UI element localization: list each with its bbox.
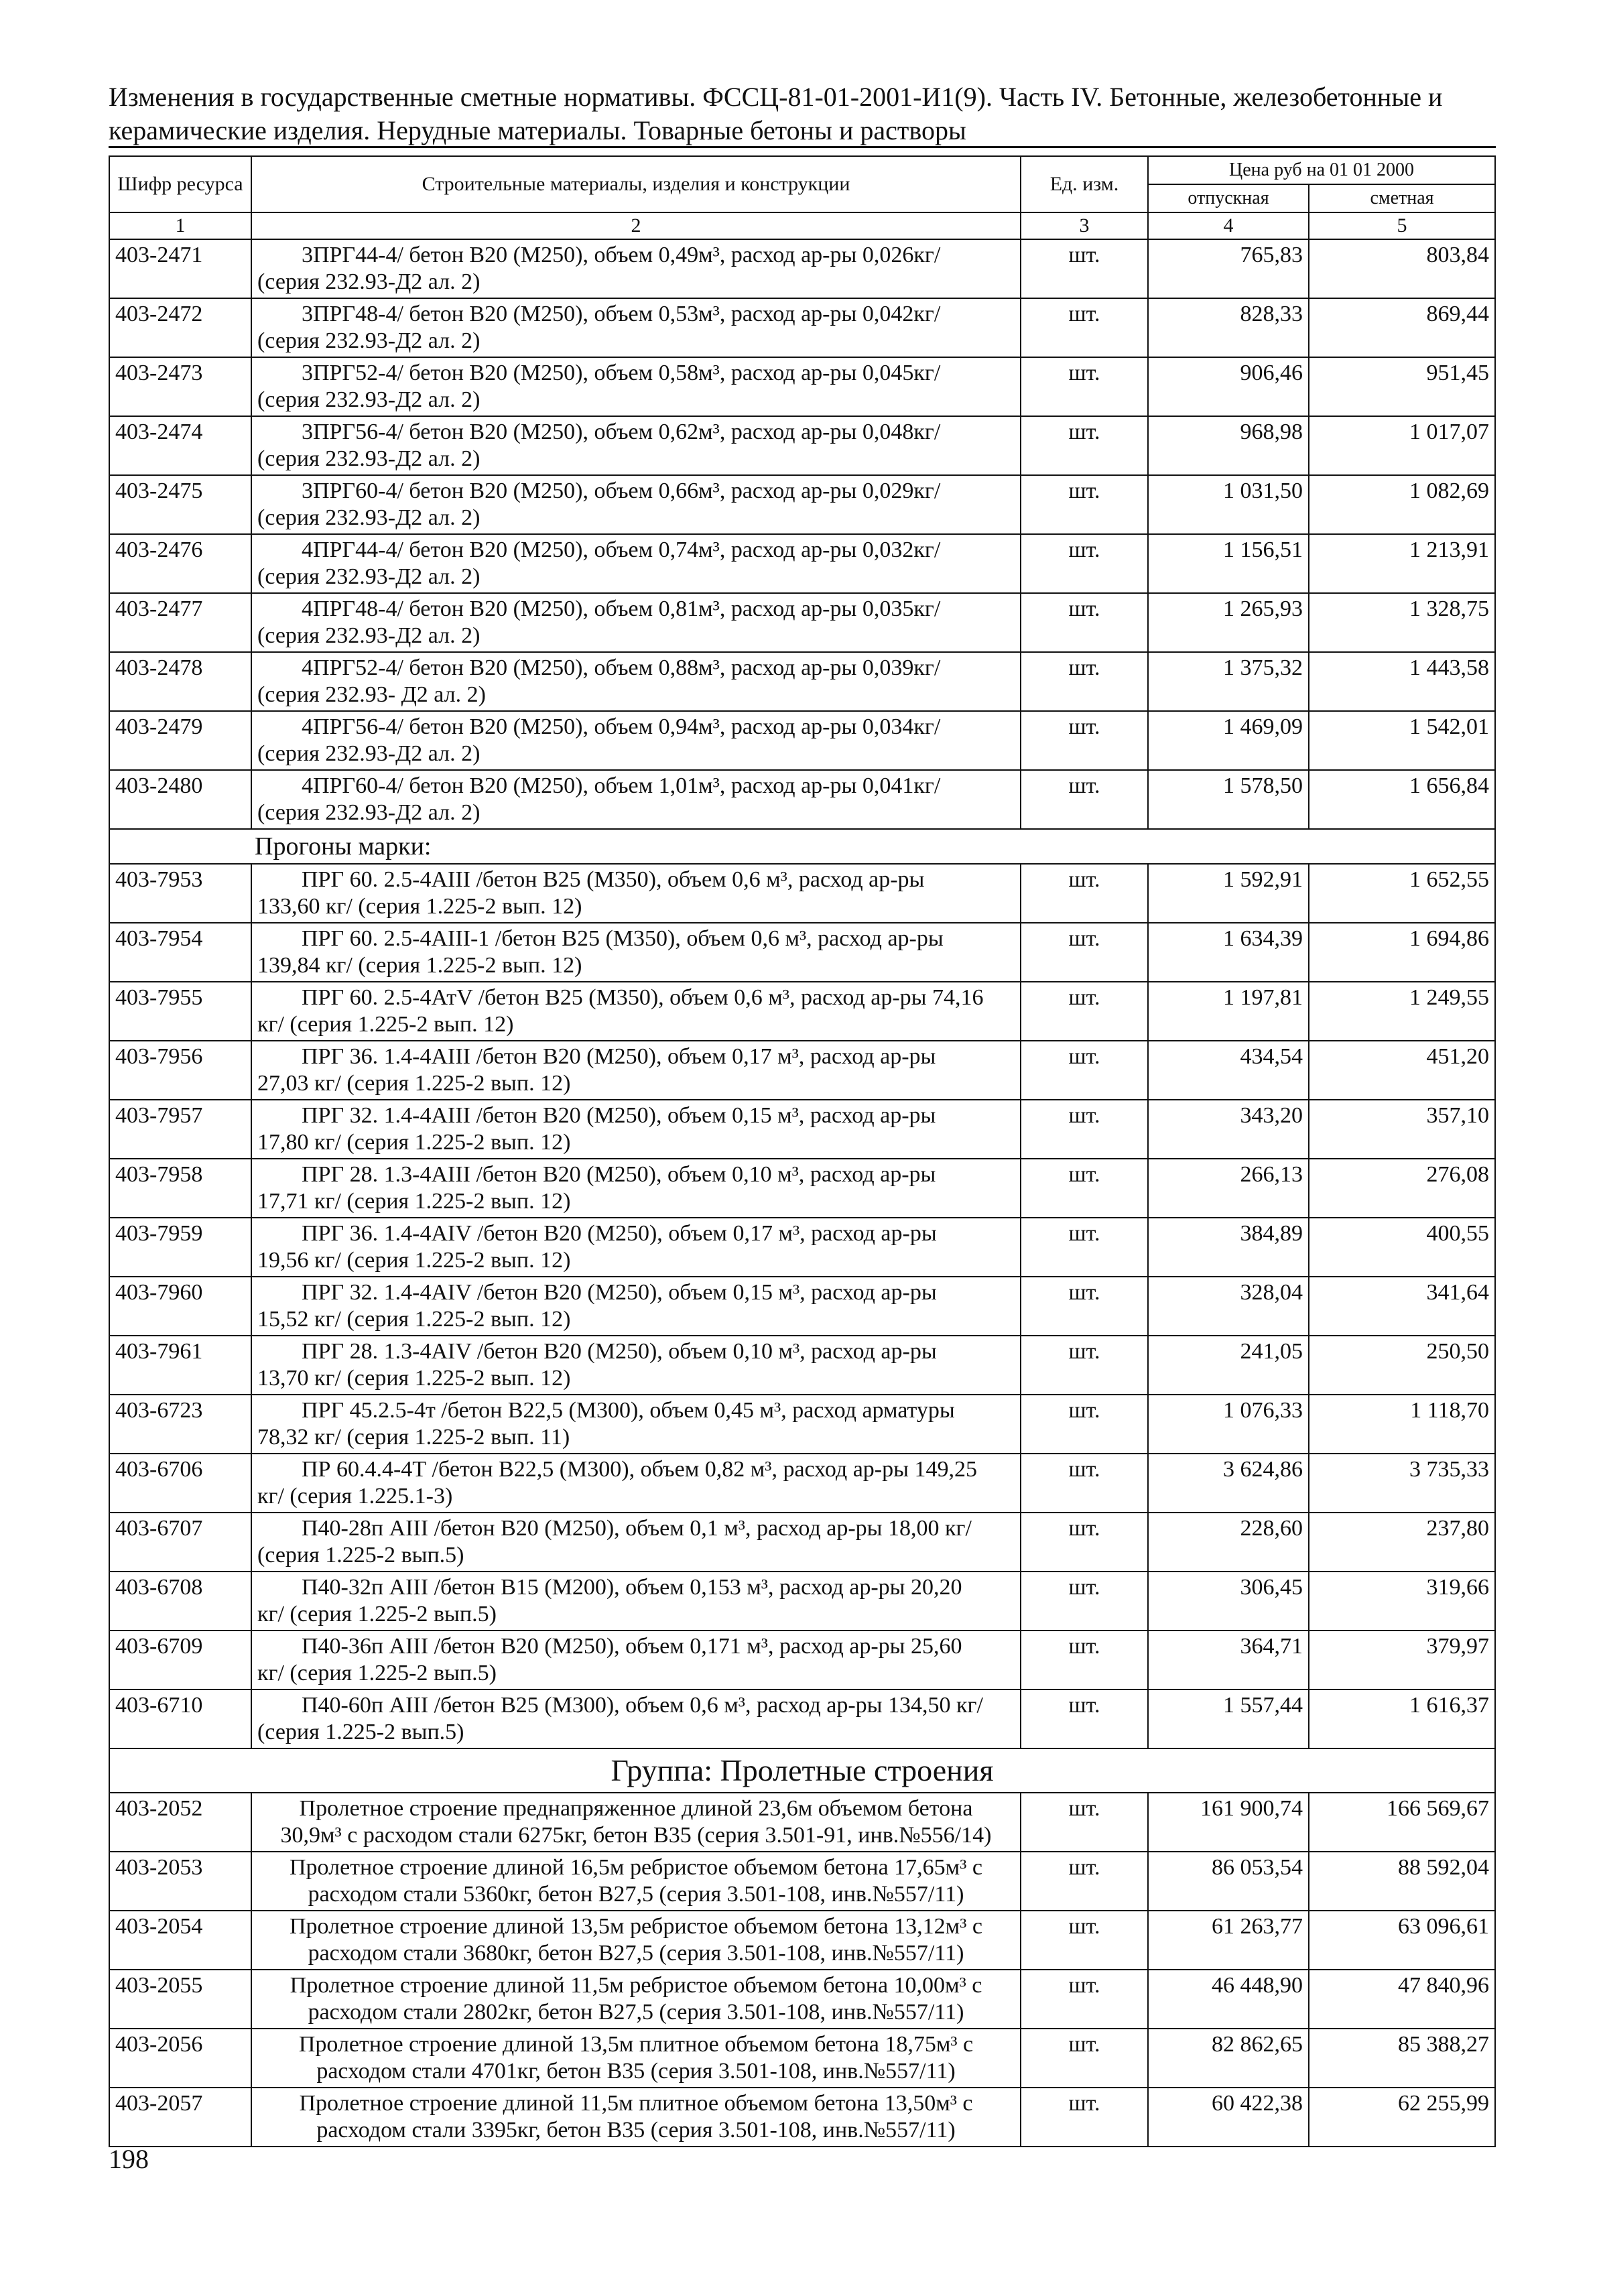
estimate-price: 1 616,37 [1309, 1689, 1495, 1748]
resource-code: 403-7961 [109, 1336, 251, 1395]
resource-code: 403-2475 [109, 475, 251, 534]
release-price: 328,04 [1148, 1277, 1309, 1336]
description-line-2: (серия 1.225-2 вып.5) [257, 1720, 464, 1744]
description-line-2: расходом стали 2802кг, бетон В27,5 (серия 3.501-108, инв.№557/11) [308, 2000, 964, 2025]
description-line-1: ПРГ 32. 1.4-4АIII /бетон В20 (М250), объем 0,15 м³, расход ар-ры [302, 1103, 936, 1128]
resource-code: 403-7956 [109, 1041, 251, 1100]
unit: шт. [1021, 711, 1148, 770]
unit: шт. [1021, 770, 1148, 829]
estimate-price: 1 694,86 [1309, 923, 1495, 982]
description-line-1: ПРГ 60. 2.5-4АIII-1 /бетон В25 (М350), объем 0,6 м³, расход ар-ры [302, 926, 944, 951]
description-line-2: (серия 232.93-Д2 ал. 2) [257, 741, 481, 766]
unit: шт. [1021, 864, 1148, 923]
resource-code: 403-6709 [109, 1631, 251, 1689]
table-row [109, 711, 1495, 770]
release-price: 3 624,86 [1148, 1454, 1309, 1513]
unit: шт. [1021, 1911, 1148, 1970]
group-title: Группа: Пролетные строения [109, 1748, 1495, 1793]
resource-code: 403-2480 [109, 770, 251, 829]
resource-code: 403-6707 [109, 1513, 251, 1572]
resource-code: 403-7957 [109, 1100, 251, 1159]
item-description [251, 1041, 1021, 1100]
estimate-price: 869,44 [1309, 298, 1495, 357]
release-price: 1 634,39 [1148, 923, 1309, 982]
estimate-price: 379,97 [1309, 1631, 1495, 1689]
description-line-1: ПРГ 28. 1.3-4АIV /бетон В20 (М250), объем 0,10 м³, расход ар-ры [302, 1339, 937, 1364]
item-description [251, 2029, 1021, 2088]
table-row [109, 1513, 1495, 1572]
item-description [251, 534, 1021, 593]
release-price: 1 156,51 [1148, 534, 1309, 593]
release-price: 1 469,09 [1148, 711, 1309, 770]
table-row [109, 2088, 1495, 2147]
header-name: Строительные материалы, изделия и конструкции [251, 156, 1021, 212]
table-row [109, 923, 1495, 982]
item-description [251, 357, 1021, 416]
description-line-2: 15,52 кг/ (серия 1.225-2 вып. 12) [257, 1307, 571, 1332]
resource-code: 403-6706 [109, 1454, 251, 1513]
estimate-price: 276,08 [1309, 1159, 1495, 1218]
item-description [251, 593, 1021, 652]
estimate-price: 357,10 [1309, 1100, 1495, 1159]
unit: шт. [1021, 475, 1148, 534]
description-line-1: 3ПРГ60-4/ бетон В20 (М250), объем 0,66м³, расход ар-ры 0,029кг/ [302, 479, 941, 503]
item-description [251, 652, 1021, 711]
unit: шт. [1021, 534, 1148, 593]
estimate-price: 400,55 [1309, 1218, 1495, 1277]
release-price: 1 197,81 [1148, 982, 1309, 1041]
resource-code: 403-2473 [109, 357, 251, 416]
resource-code: 403-2471 [109, 239, 251, 298]
table-row [109, 1277, 1495, 1336]
description-line-2: расходом стали 3395кг, бетон В35 (серия 3.501-108, инв.№557/11) [316, 2118, 956, 2143]
header-unit: Ед. изм. [1021, 156, 1148, 212]
header-code: Шифр ресурса [109, 156, 251, 212]
description-line-1: 4ПРГ48-4/ бетон В20 (М250), объем 0,81м³, расход ар-ры 0,035кг/ [302, 596, 941, 621]
description-line-2: расходом стали 4701кг, бетон В35 (серия 3.501-108, инв.№557/11) [316, 2059, 956, 2084]
estimate-price: 63 096,61 [1309, 1911, 1495, 1970]
description-line-1: Пролетное строение длиной 11,5м плитное объемом бетона 13,50м³ с [299, 2091, 973, 2116]
description-line-1: Пролетное строение длиной 13,5м плитное объемом бетона 18,75м³ с [298, 2032, 974, 2057]
resource-code: 403-2053 [109, 1852, 251, 1911]
table-row [109, 1041, 1495, 1100]
description-line-2: расходом стали 5360кг, бетон В27,5 (серия 3.501-108, инв.№557/11) [308, 1882, 964, 1907]
table-row [109, 475, 1495, 534]
description-line-2: расходом стали 3680кг, бетон В27,5 (серия 3.501-108, инв.№557/11) [308, 1941, 964, 1966]
description-line-2: 78,32 кг/ (серия 1.225-2 вып. 11) [257, 1425, 570, 1450]
table-row [109, 1395, 1495, 1454]
resource-code: 403-6710 [109, 1689, 251, 1748]
unit: шт. [1021, 1631, 1148, 1689]
item-description [251, 1631, 1021, 1689]
item-description [251, 1689, 1021, 1748]
estimate-price: 250,50 [1309, 1336, 1495, 1395]
description-line-1: 4ПРГ52-4/ бетон В20 (М250), объем 0,88м³, расход ар-ры 0,039кг/ [302, 655, 941, 680]
description-line-1: 4ПРГ44-4/ бетон В20 (М250), объем 0,74м³, расход ар-ры 0,032кг/ [302, 537, 941, 562]
item-description [251, 1572, 1021, 1631]
description-line-1: 3ПРГ48-4/ бетон В20 (М250), объем 0,53м³, расход ар-ры 0,042кг/ [302, 302, 941, 326]
resource-code: 403-6723 [109, 1395, 251, 1454]
unit: шт. [1021, 1970, 1148, 2029]
description-line-2: 17,71 кг/ (серия 1.225-2 вып. 12) [257, 1189, 571, 1214]
table-row [109, 1336, 1495, 1395]
table-row [109, 1631, 1495, 1689]
description-line-2: (серия 232.93-Д2 ал. 2) [257, 564, 481, 589]
item-description [251, 711, 1021, 770]
unit: шт. [1021, 1159, 1148, 1218]
description-line-1: П40-36п АIII /бетон В20 (М250), объем 0,171 м³, расход ар-ры 25,60 [302, 1634, 962, 1659]
column-index: 4 [1148, 212, 1309, 239]
resource-code: 403-2052 [109, 1793, 251, 1852]
description-line-1: ПРГ 45.2.5-4т /бетон В22,5 (М300), объем 0,45 м³, расход арматуры [302, 1398, 955, 1423]
resource-code: 403-2477 [109, 593, 251, 652]
release-price: 1 578,50 [1148, 770, 1309, 829]
unit: шт. [1021, 923, 1148, 982]
unit: шт. [1021, 357, 1148, 416]
description-line-2: (серия 232.93- Д2 ал. 2) [257, 682, 486, 707]
item-description [251, 864, 1021, 923]
release-price: 46 448,90 [1148, 1970, 1309, 2029]
description-line-2: 30,9м³ с расходом стали 6275кг, бетон В35 (серия 3.501-91, инв.№556/14) [280, 1823, 992, 1848]
table-row [109, 770, 1495, 829]
item-description [251, 1159, 1021, 1218]
release-price: 364,71 [1148, 1631, 1309, 1689]
estimate-price: 1 652,55 [1309, 864, 1495, 923]
description-line-2: кг/ (серия 1.225-2 вып.5) [257, 1602, 497, 1627]
item-description [251, 1793, 1021, 1852]
table-row [109, 1852, 1495, 1911]
description-line-2: 19,56 кг/ (серия 1.225-2 вып. 12) [257, 1248, 571, 1273]
description-line-2: 17,80 кг/ (серия 1.225-2 вып. 12) [257, 1130, 571, 1155]
rows-girders-a [109, 239, 1495, 829]
table-row [109, 652, 1495, 711]
table-row [109, 864, 1495, 923]
description-line-1: Пролетное строение длиной 11,5м ребристое объемом бетона 10,00м³ с [290, 1973, 982, 1998]
estimate-price: 319,66 [1309, 1572, 1495, 1631]
unit: шт. [1021, 1513, 1148, 1572]
table-row [109, 357, 1495, 416]
estimate-price: 1 213,91 [1309, 534, 1495, 593]
description-line-1: П40-32п АIII /бетон В15 (М200), объем 0,153 м³, расход ар-ры 20,20 [302, 1575, 962, 1600]
release-price: 1 076,33 [1148, 1395, 1309, 1454]
unit: шт. [1021, 652, 1148, 711]
description-line-2: 133,60 кг/ (серия 1.225-2 вып. 12) [257, 894, 582, 919]
item-description [251, 1911, 1021, 1970]
estimate-price: 1 082,69 [1309, 475, 1495, 534]
unit: шт. [1021, 2088, 1148, 2147]
description-line-2: (серия 232.93-Д2 ал. 2) [257, 269, 481, 294]
description-line-1: П40-28п АIII /бетон В20 (М250), объем 0,1 м³, расход ар-ры 18,00 кг/ [302, 1516, 972, 1541]
release-price: 765,83 [1148, 239, 1309, 298]
item-description [251, 239, 1021, 298]
resource-code: 403-2478 [109, 652, 251, 711]
resource-code: 403-2479 [109, 711, 251, 770]
rows-span-structures [109, 1793, 1495, 2147]
unit: шт. [1021, 982, 1148, 1041]
description-line-1: 4ПРГ60-4/ бетон В20 (М250), объем 1,01м³, расход ар-ры 0,041кг/ [302, 773, 941, 798]
description-line-2: 139,84 кг/ (серия 1.225-2 вып. 12) [257, 953, 582, 978]
estimate-price: 1 656,84 [1309, 770, 1495, 829]
estimate-price: 803,84 [1309, 239, 1495, 298]
release-price: 86 053,54 [1148, 1852, 1309, 1911]
table-row [109, 1572, 1495, 1631]
description-line-2: (серия 232.93-Д2 ал. 2) [257, 328, 481, 353]
table-row [109, 1911, 1495, 1970]
unit: шт. [1021, 1100, 1148, 1159]
section-purlins [109, 829, 1495, 864]
release-price: 1 592,91 [1148, 864, 1309, 923]
unit: шт. [1021, 239, 1148, 298]
resource-code: 403-7958 [109, 1159, 251, 1218]
table-row [109, 982, 1495, 1041]
item-description [251, 1336, 1021, 1395]
table-row [109, 1100, 1495, 1159]
column-index: 2 [251, 212, 1021, 239]
resource-code: 403-2054 [109, 1911, 251, 1970]
table-row [109, 1454, 1495, 1513]
release-price: 828,33 [1148, 298, 1309, 357]
release-price: 228,60 [1148, 1513, 1309, 1572]
table-row [109, 1970, 1495, 2029]
estimate-price: 1 017,07 [1309, 416, 1495, 475]
release-price: 266,13 [1148, 1159, 1309, 1218]
table-row [109, 1159, 1495, 1218]
table-row [109, 1793, 1495, 1852]
description-line-2: кг/ (серия 1.225-2 вып. 12) [257, 1012, 514, 1037]
page-number: 198 [109, 2144, 149, 2174]
column-index: 3 [1021, 212, 1148, 239]
item-description [251, 770, 1021, 829]
description-line-1: ПРГ 60. 2.5-4АIII /бетон В25 (М350), объем 0,6 м³, расход ар-ры [302, 867, 925, 892]
unit: шт. [1021, 1395, 1148, 1454]
release-price: 1 265,93 [1148, 593, 1309, 652]
unit: шт. [1021, 1218, 1148, 1277]
unit: шт. [1021, 1572, 1148, 1631]
release-price: 384,89 [1148, 1218, 1309, 1277]
release-price: 968,98 [1148, 416, 1309, 475]
release-price: 60 422,38 [1148, 2088, 1309, 2147]
section-label: Прогоны марки: [109, 829, 1495, 864]
resource-code: 403-7954 [109, 923, 251, 982]
estimate-price: 85 388,27 [1309, 2029, 1495, 2088]
estimate-price: 166 569,67 [1309, 1793, 1495, 1852]
estimate-price: 1 542,01 [1309, 711, 1495, 770]
resource-code: 403-2472 [109, 298, 251, 357]
unit: шт. [1021, 2029, 1148, 2088]
release-price: 1 375,32 [1148, 652, 1309, 711]
description-line-2: (серия 232.93-Д2 ал. 2) [257, 446, 481, 471]
item-description [251, 923, 1021, 982]
unit: шт. [1021, 593, 1148, 652]
estimate-price: 47 840,96 [1309, 1970, 1495, 2029]
table-row [109, 1218, 1495, 1277]
item-description [251, 475, 1021, 534]
description-line-2: кг/ (серия 1.225.1-3) [257, 1484, 453, 1509]
estimate-price: 341,64 [1309, 1277, 1495, 1336]
unit: шт. [1021, 1454, 1148, 1513]
header-release-price: отпускная [1148, 184, 1309, 212]
release-price: 1 557,44 [1148, 1689, 1309, 1748]
header-price: Цена руб на 01 01 2000 [1148, 156, 1495, 184]
release-price: 61 263,77 [1148, 1911, 1309, 1970]
resource-code: 403-2057 [109, 2088, 251, 2147]
description-line-1: Пролетное строение длиной 13,5м ребристое объемом бетона 13,12м³ с [290, 1914, 982, 1939]
description-line-2: кг/ (серия 1.225-2 вып.5) [257, 1661, 497, 1685]
unit: шт. [1021, 1336, 1148, 1395]
unit: шт. [1021, 1793, 1148, 1852]
release-price: 82 862,65 [1148, 2029, 1309, 2088]
estimate-price: 88 592,04 [1309, 1852, 1495, 1911]
column-index: 1 [109, 212, 251, 239]
header-divider [109, 146, 1496, 148]
description-line-1: 3ПРГ52-4/ бетон В20 (М250), объем 0,58м³, расход ар-ры 0,045кг/ [302, 361, 941, 385]
release-price: 1 031,50 [1148, 475, 1309, 534]
description-line-2: 13,70 кг/ (серия 1.225-2 вып. 12) [257, 1366, 571, 1391]
item-description [251, 1970, 1021, 2029]
description-line-1: 3ПРГ56-4/ бетон В20 (М250), объем 0,62м³, расход ар-ры 0,048кг/ [302, 420, 941, 444]
table-row [109, 239, 1495, 298]
resource-code: 403-7959 [109, 1218, 251, 1277]
description-line-1: Пролетное строение длиной 16,5м ребристое объемом бетона 17,65м³ с [290, 1855, 982, 1880]
item-description [251, 1395, 1021, 1454]
estimate-price: 237,80 [1309, 1513, 1495, 1572]
resource-code: 403-6708 [109, 1572, 251, 1631]
description-line-1: ПРГ 60. 2.5-4АтV /бетон В25 (М350), объем 0,6 м³, расход ар-ры 74,16 [302, 985, 984, 1010]
release-price: 343,20 [1148, 1100, 1309, 1159]
description-line-2: (серия 232.93-Д2 ал. 2) [257, 387, 481, 412]
table-header [109, 156, 1495, 239]
estimate-price: 951,45 [1309, 357, 1495, 416]
resource-code: 403-2474 [109, 416, 251, 475]
unit: шт. [1021, 416, 1148, 475]
item-description [251, 1100, 1021, 1159]
column-index: 5 [1309, 212, 1495, 239]
release-price: 306,45 [1148, 1572, 1309, 1631]
estimate-price: 62 255,99 [1309, 2088, 1495, 2147]
item-description [251, 1513, 1021, 1572]
table-row [109, 298, 1495, 357]
resource-price-table [109, 155, 1496, 2147]
item-description [251, 416, 1021, 475]
description-line-2: (серия 1.225-2 вып.5) [257, 1543, 464, 1568]
document-header [109, 80, 1496, 147]
item-description [251, 1218, 1021, 1277]
description-line-1: 3ПРГ44-4/ бетон В20 (М250), объем 0,49м³, расход ар-ры 0,026кг/ [302, 243, 941, 267]
description-line-2: (серия 232.93-Д2 ал. 2) [257, 800, 481, 825]
description-line-1: ПРГ 36. 1.4-4АIII /бетон В20 (М250), объем 0,17 м³, расход ар-ры [302, 1044, 936, 1069]
description-line-2: (серия 232.93-Д2 ал. 2) [257, 505, 481, 530]
description-line-1: 4ПРГ56-4/ бетон В20 (М250), объем 0,94м³, расход ар-ры 0,034кг/ [302, 714, 941, 739]
header-estimate-price: сметная [1309, 184, 1495, 212]
item-description [251, 1852, 1021, 1911]
group-spans [109, 1748, 1495, 1793]
resource-code: 403-2056 [109, 2029, 251, 2088]
release-price: 161 900,74 [1148, 1793, 1309, 1852]
resource-code: 403-2476 [109, 534, 251, 593]
release-price: 434,54 [1148, 1041, 1309, 1100]
table-row [109, 416, 1495, 475]
table-row [109, 593, 1495, 652]
resource-code: 403-2055 [109, 1970, 251, 2029]
table-row [109, 2029, 1495, 2088]
description-line-2: (серия 232.93-Д2 ал. 2) [257, 623, 481, 648]
resource-code: 403-7953 [109, 864, 251, 923]
release-price: 241,05 [1148, 1336, 1309, 1395]
estimate-price: 451,20 [1309, 1041, 1495, 1100]
table-row [109, 534, 1495, 593]
description-line-1: ПР 60.4.4-4Т /бетон В22,5 (М300), объем 0,82 м³, расход ар-ры 149,25 [302, 1457, 977, 1482]
unit: шт. [1021, 298, 1148, 357]
rows-purlins [109, 864, 1495, 1748]
description-line-1: П40-60п АIII /бетон В25 (М300), объем 0,6 м³, расход ар-ры 134,50 кг/ [302, 1693, 983, 1718]
estimate-price: 1 443,58 [1309, 652, 1495, 711]
unit: шт. [1021, 1852, 1148, 1911]
header-line-1: Изменения в государственные сметные нормативы. ФССЦ-81-01-2001-И1(9). Часть IV. Бетонные, железобетонные и [109, 82, 1443, 112]
column-index-row [109, 212, 1495, 239]
resource-code: 403-7960 [109, 1277, 251, 1336]
description-line-1: ПРГ 36. 1.4-4АIV /бетон В20 (М250), объем 0,17 м³, расход ар-ры [302, 1221, 937, 1246]
description-line-1: ПРГ 28. 1.3-4АIII /бетон В20 (М250), объем 0,10 м³, расход ар-ры [302, 1162, 936, 1187]
estimate-price: 1 328,75 [1309, 593, 1495, 652]
item-description [251, 1454, 1021, 1513]
description-line-2: 27,03 кг/ (серия 1.225-2 вып. 12) [257, 1071, 571, 1096]
unit: шт. [1021, 1041, 1148, 1100]
unit: шт. [1021, 1689, 1148, 1748]
description-line-1: ПРГ 32. 1.4-4АIV /бетон В20 (М250), объем 0,15 м³, расход ар-ры [302, 1280, 937, 1305]
item-description [251, 298, 1021, 357]
estimate-price: 3 735,33 [1309, 1454, 1495, 1513]
item-description [251, 982, 1021, 1041]
release-price: 906,46 [1148, 357, 1309, 416]
item-description [251, 1277, 1021, 1336]
estimate-price: 1 249,55 [1309, 982, 1495, 1041]
table-row [109, 1689, 1495, 1748]
item-description [251, 2088, 1021, 2147]
estimate-price: 1 118,70 [1309, 1395, 1495, 1454]
unit: шт. [1021, 1277, 1148, 1336]
header-line-2: керамические изделия. Нерудные материалы. Товарные бетоны и растворы [109, 115, 966, 145]
resource-code: 403-7955 [109, 982, 251, 1041]
description-line-1: Пролетное строение преднапряженное длиной 23,6м объемом бетона [299, 1796, 973, 1821]
